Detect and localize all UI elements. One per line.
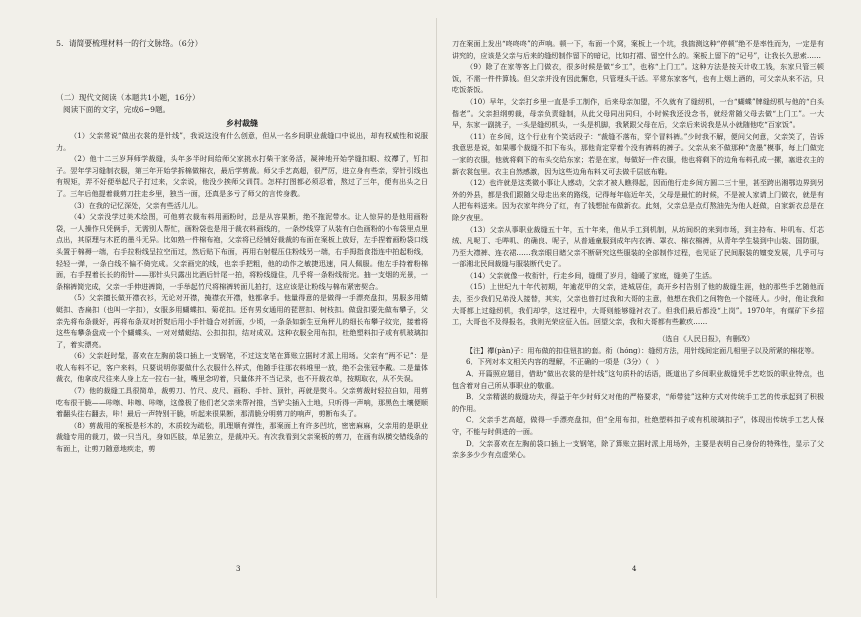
paragraph-10: （10）早年，父亲打乡里一直是手工制作，后来母亲加盟，不久就有了缝纫机，一台“蝴蝶”牌缝纫机与他的“白头偕老”。父亲担纲剪裁，母亲负责缝制，从此父母同出同归，小时候我还没念书，就经常随父母去做“上门工”。一大早，东家一副挑子，一头是缝纫机头，一头是机脚，我紧跟父母在后，父亲后来说我是从小就随他吃“百家饭”。 [452, 96, 824, 130]
page-number-right: 4 [632, 565, 637, 573]
paragraph-13: （13）父亲从事职业裁缝五十年，五十年来，他从手工到机制，从坊间织的来到市场，到主持布、咔叽布、灯芯绒、凡呢丁、毛哔叽、的确良、呢子，从普通童服到成年内衣裤、罩衣、棉衣棉裤，从青年学生装到中山装、国防服，乃至大襟裤、连衣裙……我亲眼目睹父亲不断研究这些服装的全部制作过程，也见证了民间服装的嬗变发展，几乎可与一部湘北民间裁缝与服装断代史了。 [452, 224, 824, 269]
paragraph-1: （1）父亲常说“做出衣裳的是针线”，我说这没有什么创意，但从一名乡间职业裁缝口中说出，却有权威性和说服力。 [56, 131, 428, 152]
question-5: 5．请简要梳理材料一的行文脉络。（6分） [56, 39, 203, 48]
page-divider [436, 18, 437, 598]
question-6: 6．下列对本文相关内容的理解，不正确的一项是（3分）（ ） [466, 357, 664, 367]
paragraph-8: （8）剪裁用的案板是杉木的，木质较为疏松，肌理顺有弹性，那案面上有许多凹坑，密密麻麻，父亲用的是职业裁缝专用的裁刀，做一只当凡，身如匹肢，单足独立，是裁冲天。有次我看到父亲案板的剪刀，在画有纵横交错线条的布面上，让剪刀随意地疾走，剪 [56, 420, 428, 454]
left-page [56, 0, 428, 617]
option-d: D．父亲喜欢在左胸前袋口插上一支钢笔，除了算账立据时派上用场外，主要是表明自己身份的特殊性，显示了父亲多多少少有点虚荣心。 [452, 438, 824, 460]
paragraph-4: （4）父亲没学过美术绘图，可他剪衣裁布料用画粉时，总是从容果断，绝不拖泥带水。让人惊异的是他用画粉袋，一人操作只凭俩手，无需别人帮忙，画粉袋也是用于裁衣料画线的，一条纱线穿了从装有白色画粉的小布袋里点里点出，其原理与木匠的墨斗无异。比如熟一件棉布袍，父亲将已经铺好裁裁的布面在案板上放好，左手捏着画粉袋口线头置于棉褥一端，右手拉粉线呈拉空而过，然后贴下布面，再用右射棍压住粉线另一端，右手拇指食指连中拍起粉线，轻轻一弹，一条白线不偏不倚完成。父亲画完的线，也亲手把粗，他的动作之敏捷迅速，同人佩服。他左手持着粉棉面，右手捏着长长的衔针——那针头只露出比酒后针尾一拍，将粉线缝住，几乎将一条粉线衔完。抽一支烟的光景，一条棉裤简完成，父亲一手伸进裤筒，一手举起竹尺将棉裤转面儿拍打，这应该是让粉线与棉布紧密契合。 [56, 212, 428, 291]
option-b: B．父亲精湛的裁缝功夫，得益于年少时师父对他的严格要求，“师带徒”这种方式对传统手工艺的传承起到了积极的作用。 [452, 392, 824, 413]
paragraph-3: （3）在我的记忆深处，父亲有些活儿儿。 [70, 200, 203, 210]
annotation-note: 【注】襻(pàn)子：用布做的扣住钮扣的套。衔（hóng）：缝纫方法，用针线间定面几相里子以及所紧的棉花等。 [466, 345, 819, 355]
paragraph-12: （12）也许就是这类微小事让人感动，父亲才被人瞧得起，因而他行走乡间方圆二三十里，甚至跨出湘鄂边界到另外的外县，都是我们跟随父母走出来的路线，记得每年临近年关，父母是最忙的时候，不是被人家请上门做衣，就是有人把布料送来。因为衣家年终分了红，有了钱想扯布做新衣。此刻，父亲总是点灯熬油先为他人赶做，自家新衣总是在除夕夜里。 [452, 178, 824, 222]
paragraph-11: （11）在乡间，这个行业有个笑话段子：“裁缝不落布，穿个冒料裤。”少时我不解，便问父何意，父亲笑了，告诉我意思是说，如果哪个裁缝不扣下布头，那他肯定穿着个没有裤料的裤子。父亲从来不做那种“贪墨”模事，每上门做完一家的衣服，他就将剩下的布头交给东家；若是在家，每做好一件衣服，他也将剩下的边角布料孔成一摞，塞进衣主的新衣裳包里。衣主自然感激，因为这些边角布料又可去做千层底布鞋。 [452, 131, 824, 176]
paragraph-6: （6）父亲赶时髦，喜欢在左胸前袋口插上一支钢笔，不过这支笔在算账立据时才派上用场。父亲有“两不记”：是收人布料不记，客户来料，只要说明你要做什么衣服什么样式，他随手往那衣料堆里一放，绝不会张冠李戴。二是量体裁衣，他拿皮尺往来人身上左一拉右一扯，嘴里念叨着，只量体并不当记录，也不开裁衣单，按期取衣，从不失误。 [56, 351, 428, 384]
paragraph-5: （5）父亲擅长做开襟衣衫，无论对开襟，掩襟衣开襟，他都拿手。他量得意的是做得一手漂亮盘扣，男服多用蜻蜓扣、杏扁扣（也叫一字扣），女服多用蝴蝶扣、菊花扣。还有男女通用的琵琶扣、树枝扣。做盘扣要先做布攀子，父亲先将布条裁好，再将布条双对折熨后用小手针缝合对折面，少顷，一条条如新生豆角秤儿的细长布攀子纹完，接着将这些布攀条盘成一个个蝴蝶头、一对对蜻蜓结、公扣扣扣，结对成双。这种衣服全用布扣，杜绝塑料扣子或有机玻璃扣了，着实漂亮。 [56, 293, 428, 349]
paragraph-9: （9）除了在家等客上门做衣，很多时候是做“乡工”，也称“上门工”。这种方法是按天计收工钱，东家只管三顿饭，不需一件件算钱。但父亲并没有因此懈怠，只管埋头干活。平常东家客气，也有上烟上酒的，可父亲从来不沾，只吃饭茶饭。 [452, 62, 824, 95]
right-page [452, 0, 824, 617]
paragraph-8-cont: 刀在案面上发出“咚咚咚”的声响。顿一下，布面一个窝，案板上一个坑，我揣测这种“停顿”绝不是率性而为，一定是有讲究的，应该是父亲与后来的缝纫制作留下的暗记，比如打褶、留空什么的。案板上留下的“记号”，让我长久思索…… [452, 39, 824, 60]
paragraph-14: （14）父亲就像一枚衔针，行走乡间，缝缀了岁月，缝暖了家庭，缝美了生活。 [466, 270, 717, 280]
paragraph-15: （15）上世纪九十年代初期，年逾花甲的父亲，进城居住，高开乡村告别了他的裁缝生涯，他的那些手艺随他而去，至少我们兄弟没人接替，其实，父亲也曾打过我和大哥的主意，他想在我们之间物色一个接班人。少时，他让我和大哥都上过缝纫机，我们却学，这过程中，大哥则能够缝衬衣了。但我们最后都没“上岗”。1970年，有煤矿下乡招工，大哥也不及得报名，我则光荣应征入伍。回望父亲，我和大哥都有些歉疚…… [452, 282, 824, 327]
option-c: C．父亲手艺高超，做得一手漂亮盘扣，但“全用布扣，杜绝塑料扣子或有机玻璃扣子”，体现出传统手工艺人保守，不能与时俱进的一面。 [452, 415, 824, 436]
paragraph-2: （2）他十二三岁拜师学裁缝，头年多半时间给师父家挑水打柴干家务活，凝神地开始学缝扣眼、纹襻了，钉扣子。翌年学习缝制衣服，第三年开始学拆棉做棉衣，最后学剪裁。师父手艺高超，很严厉，进立身有些亲，穿针引线也有规矩，弄不好便举起尺子打过来，父亲说，他没少挨师父训罚。怎样打图都必须忍着，熬过了三年，便有出头之日了。三年后他提着裁剪刀拄走乡里，独当一面，还真是多亏了师父的言传身教。 [56, 154, 428, 198]
reading-instruction: 阅读下面的文字，完成6~9题。 [63, 105, 171, 114]
paragraph-7: （7）他的裁缝工具很简单，裁剪刀、竹尺、皮尺、画粉、手针、顶针，再就是熨斗。父亲剪裁时轻拉自如，用剪吃布很干脆——咔嚓、咔嚓、咔嚓，这像极了他们老父亲来帮衬推，当铲尖插入土地，只听得一声响，那黑色土壤便顺着翻头往右翻去，咔！最后一声特别干脆，听起来很果断，那清脆分明剪刀的响声，剪断布头了。 [56, 386, 428, 419]
page-number-left: 3 [236, 565, 241, 573]
section-heading: （二）现代文阅读（本题共1小题，16分） [56, 93, 200, 102]
source-citation: （选自《人民日报》，有删改） [658, 333, 754, 343]
article-title: 乡村裁缝 [226, 118, 258, 128]
option-a: A．开篇照应题目，借助“做出衣裳的是针线”这句质朴的话语，既道出了乡间职业裁缝凭手艺吃饭的职业特点，也包含着对自己所从事职业的敬重。 [452, 369, 824, 390]
